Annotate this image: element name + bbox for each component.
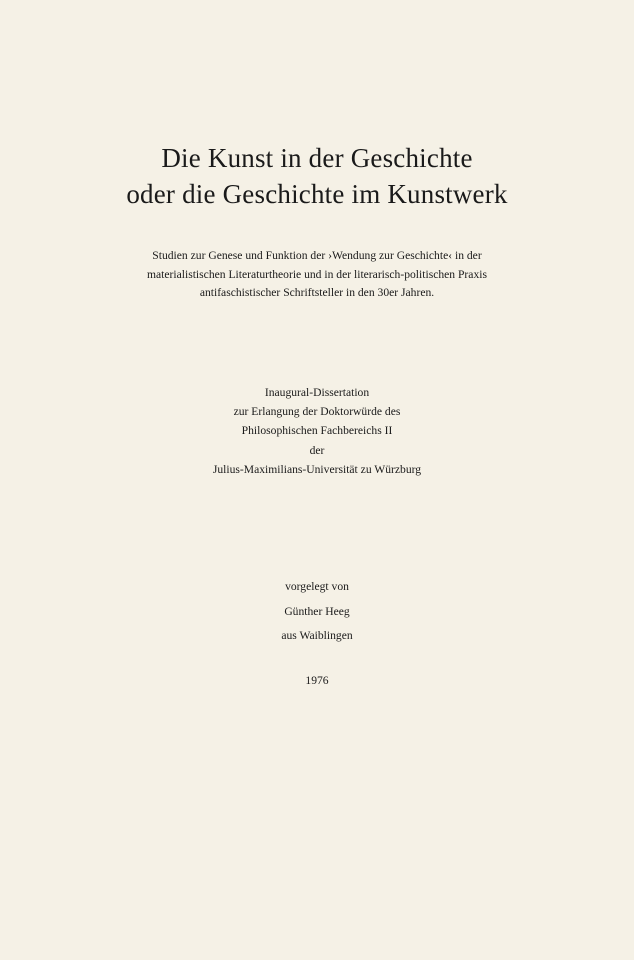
author-origin: aus Waiblingen [281, 629, 353, 642]
book-subtitle-line-1: Studien zur Genese und Funktion der ›Wendung zur Geschichte‹ in der [152, 249, 482, 262]
publication-year: 1976 [305, 674, 329, 687]
author-name: Günther Heeg [284, 604, 350, 618]
dissertation-line-5: Julius-Maximilians-Universität zu Würzburg [212, 462, 422, 476]
book-title-line-1: Die Kunst in der Geschichte [161, 143, 473, 173]
dissertation-line-4: der [309, 443, 325, 457]
author-block [0, 575, 634, 649]
dissertation-line-1: Inaugural-Dissertation [264, 386, 370, 399]
dissertation-note [0, 383, 634, 479]
book-subtitle-line-2: materialistischen Literaturtheorie und in der literarisch-politischen Praxis [147, 267, 487, 281]
dissertation-line-3: Philosophischen Fachbereichs II [241, 424, 393, 438]
book-subtitle-line-3: antifaschistischer Schriftsteller in den 30er Jahren. [199, 286, 435, 299]
book-title-line-2: oder die Geschichte im Kunstwerk [126, 179, 508, 209]
book-subtitle [82, 247, 552, 303]
presented-by-label: vorgelegt von [285, 580, 349, 593]
book-title [0, 140, 634, 212]
dissertation-line-2: zur Erlangung der Doktorwürde des [233, 405, 401, 419]
